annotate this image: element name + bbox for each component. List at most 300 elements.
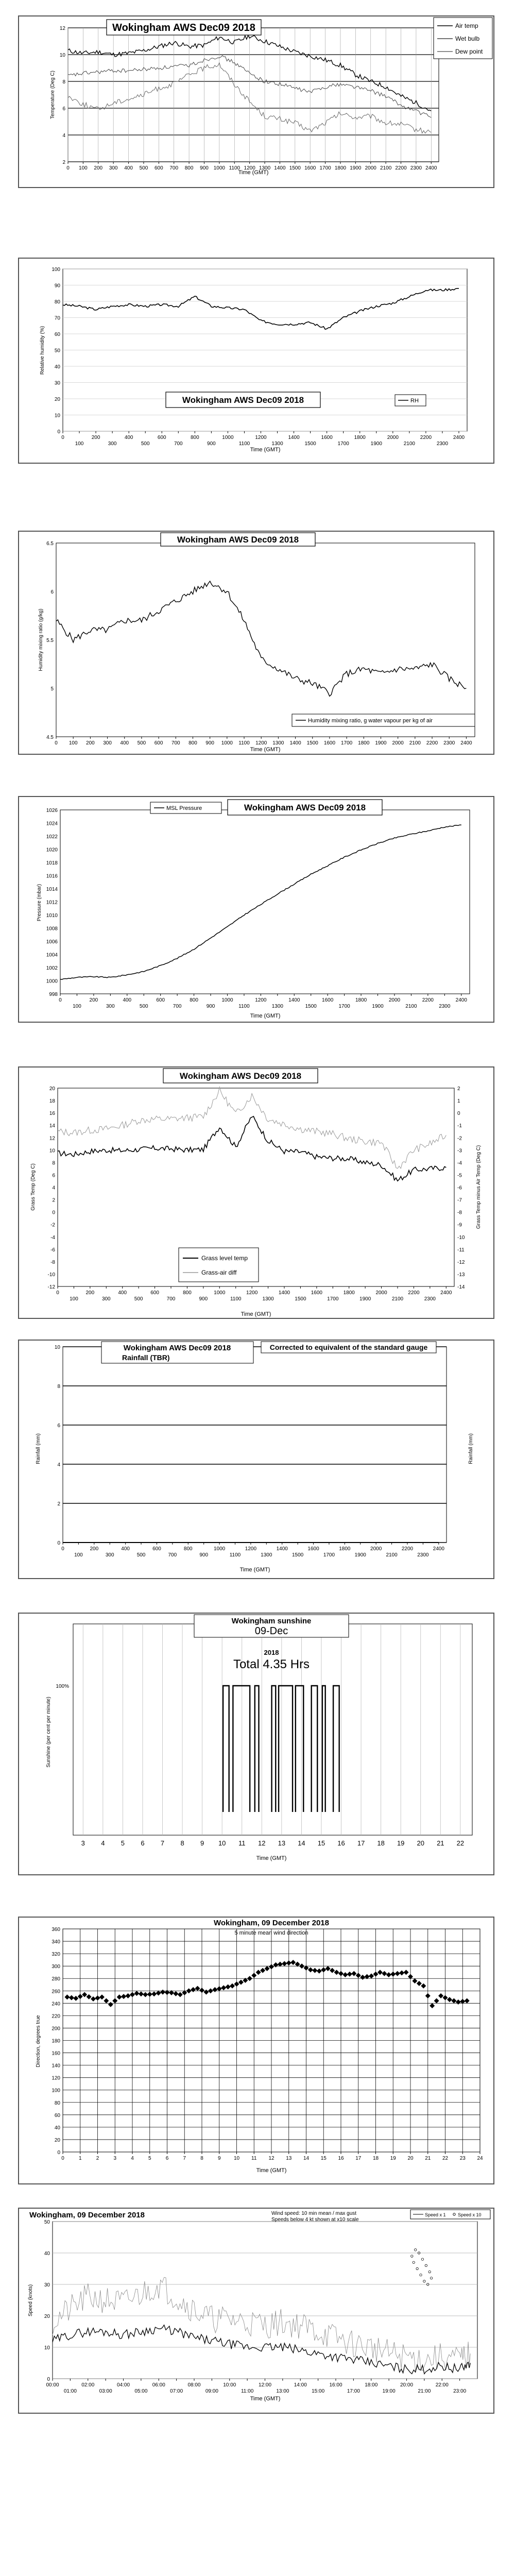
chart-title: Wokingham AWS Dec09 2018 [112, 22, 255, 33]
x-tick-label: 900 [207, 441, 216, 447]
x-tick-label: 200 [90, 1546, 99, 1552]
y-tick-label: 240 [52, 2001, 60, 2007]
speed-x10-point [423, 2280, 425, 2282]
direction-point [199, 1988, 204, 1993]
x-tick-label: 1500 [305, 1004, 317, 1009]
direction-point [212, 1987, 217, 1992]
x-tick-label: 1000 [213, 1546, 226, 1552]
wdir-panel [18, 1917, 494, 2184]
x-tick-label: 1900 [372, 1004, 384, 1009]
y-tick-label: 6 [62, 106, 65, 112]
wspd-panel [18, 2208, 494, 2414]
x-tick-label: 1300 [271, 441, 283, 447]
direction-point [386, 1972, 391, 1977]
direction-point [69, 1995, 74, 2001]
x-axis-label: Time (GMT) [250, 747, 281, 753]
x-tick-label: 100 [75, 441, 84, 447]
x-tick-label: 2200 [401, 1546, 414, 1552]
x-tick-label: 500 [139, 1004, 148, 1009]
x-tick-label: 12:00 [258, 2382, 272, 2388]
series-line-mean [53, 2325, 470, 2374]
x-tick-label: 2400 [440, 1290, 452, 1296]
mix-chart [19, 532, 493, 754]
legend-label: RH [410, 398, 419, 404]
x-tick-label: 1200 [245, 1546, 257, 1552]
direction-point [373, 1972, 379, 1977]
y-axis-label: Humidity mixing ratio (g/kg) [38, 608, 44, 671]
x-tick-label: 200 [86, 740, 95, 746]
x-tick-label: 2200 [426, 740, 438, 746]
direction-point [417, 1981, 422, 1986]
direction-point [251, 1973, 256, 1978]
x-tick-label: 2200 [395, 165, 407, 171]
speed-x10-point [421, 2258, 423, 2260]
x-tick-label: 1400 [276, 1546, 288, 1552]
x-tick-label: 300 [106, 1004, 115, 1009]
x-tick-label: 07:00 [170, 2388, 183, 2394]
y-tick-label: 340 [52, 1939, 60, 1945]
y-tick-label: 6 [52, 1173, 55, 1179]
y-tick-label: 30 [54, 380, 60, 386]
x-tick-label: 700 [171, 740, 180, 746]
x-tick-label: 18:00 [365, 2382, 378, 2388]
direction-point [238, 1979, 244, 1985]
y-tick-label: 40 [54, 364, 60, 370]
x-tick-label: 5 [121, 1839, 125, 1847]
x-tick-label: 08:00 [187, 2382, 201, 2388]
x-tick-label: 2100 [409, 740, 421, 746]
x-tick-label: 3 [81, 1839, 85, 1847]
y-tick-label: 4.5 [46, 735, 54, 740]
y-tick-label: 280 [52, 1976, 60, 1982]
y-tick-label: 60 [54, 2112, 60, 2119]
y-axis-label: Sunshine (per cent per minute) [46, 1697, 52, 1768]
direction-point [191, 1987, 196, 1992]
y-tick-label: -6 [50, 1247, 55, 1253]
x-tick-label: 2400 [453, 435, 465, 440]
x-tick-label: 1700 [323, 1552, 335, 1558]
y-tick-label: -4 [50, 1234, 55, 1241]
series-line-grass-temp [58, 1116, 446, 1181]
legend-box [179, 1248, 259, 1282]
series-line-rh [63, 289, 459, 329]
speed-x10-point [430, 2277, 432, 2279]
x-tick-label: 800 [188, 740, 197, 746]
direction-point [178, 1992, 183, 1997]
x-tick-label: 1900 [370, 441, 382, 447]
wind-direction-chart [19, 1918, 493, 2183]
y-tick-label: 5.5 [46, 638, 54, 643]
x-tick-label: 7 [183, 2156, 186, 2161]
direction-point [173, 1991, 178, 1996]
y-tick-label: 20 [49, 1086, 55, 1092]
y-tick-label: 1008 [46, 926, 58, 932]
y-tick-label: 0 [47, 2377, 50, 2382]
y-tick-label: 160 [52, 2050, 60, 2057]
x-tick-label: 900 [206, 1004, 215, 1009]
x-tick-label: 09:00 [205, 2388, 218, 2394]
x-tick-label: 100 [68, 740, 78, 746]
direction-point [208, 1988, 213, 1993]
rain-panel [18, 1340, 494, 1579]
direction-point [130, 1992, 135, 1997]
y-tick-label: 1022 [46, 834, 58, 840]
x-tick-label: 400 [121, 1546, 130, 1552]
y-tick-label: 1020 [46, 847, 58, 853]
x-tick-label: 1400 [289, 740, 301, 746]
direction-point [390, 1972, 396, 1977]
x-tick-label: 2400 [433, 1546, 444, 1552]
legend-label: Grass level temp [201, 1255, 248, 1262]
x-tick-label: 1200 [255, 740, 267, 746]
y-tick-label: 40 [54, 2125, 60, 2131]
x-tick-label: 1700 [337, 441, 349, 447]
y-tick-label: 4 [52, 1185, 55, 1191]
x-axis-label: Time (GMT) [250, 2396, 281, 2402]
y-tick-label: 120 [52, 2075, 60, 2081]
x-tick-label: 1700 [340, 740, 353, 746]
sunshine-bar [333, 1686, 339, 1812]
direction-point [95, 1995, 100, 2001]
y-axis-label: Grass Temp (Deg C) [30, 1163, 36, 1211]
y-tick-label: 2 [57, 1501, 60, 1507]
x-tick-label: 8 [200, 2156, 203, 2161]
y-tick-label: 140 [52, 2063, 60, 2069]
x-tick-label: 300 [109, 165, 118, 171]
y-tick-label: 8 [52, 1160, 55, 1166]
x-tick-label: 300 [101, 1296, 111, 1302]
x-tick-label: 2300 [443, 740, 455, 746]
y-tick-label: 10 [49, 1148, 55, 1154]
direction-point [226, 1984, 231, 1989]
plot-area [63, 1347, 447, 1543]
x-tick-label: 11 [238, 1839, 246, 1847]
legend-label: MSL Pressure [166, 805, 202, 811]
direction-point [64, 1994, 70, 1999]
x-tick-label: 1200 [244, 165, 255, 171]
x-tick-label: 10:00 [223, 2382, 236, 2388]
y-axis-label: Speed (knots) [28, 2284, 33, 2317]
y-tick-label: 16 [49, 1111, 55, 1117]
y-tick-label: 14 [49, 1123, 55, 1129]
direction-point [351, 1971, 356, 1976]
x-tick-label: 0 [55, 740, 58, 746]
y-tick-label: 1018 [46, 860, 58, 866]
y2-tick-label: 2 [457, 1086, 460, 1092]
x-tick-label: 19 [390, 2156, 396, 2161]
x-tick-label: 1100 [238, 740, 250, 746]
direction-point [73, 1996, 78, 2001]
x-tick-label: 2000 [375, 1290, 387, 1296]
direction-point [321, 1967, 326, 1972]
direction-point [134, 1991, 139, 1996]
x-tick-label: 600 [156, 997, 165, 1003]
x-tick-label: 0 [61, 435, 64, 440]
x-tick-label: 23 [459, 2156, 466, 2161]
x-tick-label: 9 [200, 1839, 204, 1847]
speed-x10-point [420, 2274, 422, 2276]
x-tick-label: 400 [124, 165, 133, 171]
direction-point [147, 1992, 152, 1997]
legend-label: Wet bulb [455, 35, 480, 42]
y-tick-label: 360 [52, 1927, 60, 1933]
direction-point [78, 1994, 83, 1999]
direction-point [143, 1992, 148, 1997]
y-tick-label: 0 [52, 1210, 55, 1216]
direction-point [260, 1968, 265, 1973]
speed-x10-point [428, 2270, 431, 2273]
y-tick-label: 20 [54, 2137, 60, 2143]
direction-point [99, 1994, 105, 1999]
x-tick-label: 15 [317, 1839, 325, 1847]
direction-point [377, 1970, 383, 1975]
x-tick-label: 2100 [380, 165, 392, 171]
x-tick-label: 14 [303, 2156, 310, 2161]
x-tick-label: 1500 [295, 1296, 306, 1302]
y-tick-label: 8 [62, 79, 65, 85]
sunshine-bar [279, 1686, 293, 1812]
y-tick-label: 180 [52, 2038, 60, 2044]
y-tick-label: 2 [62, 160, 65, 165]
x-tick-label: 5 [148, 2156, 151, 2161]
y2-tick-label: -13 [457, 1272, 465, 1278]
x-tick-label: 2000 [392, 740, 404, 746]
y-tick-label: 100 [52, 2088, 60, 2094]
x-tick-label: 2300 [439, 1004, 451, 1009]
chart-title: Wokingham AWS Dec09 2018 [179, 1071, 302, 1081]
y-tick-label: 50 [44, 2219, 50, 2225]
x-axis-label: Time (GMT) [241, 1311, 271, 1317]
x-axis-label: Time (GMT) [238, 170, 269, 176]
legend-label: Speed x 10 [458, 2212, 482, 2217]
y2-axis-label: Grass Temp minus Air Temp (Deg C) [476, 1145, 482, 1229]
x-tick-label: 4 [101, 1839, 105, 1847]
series-line-grass-air-diff [58, 1087, 446, 1168]
x-tick-label: 23:00 [453, 2388, 467, 2394]
series-line-pressure [60, 825, 461, 979]
direction-point [269, 1964, 274, 1969]
temp-chart [19, 16, 493, 187]
x-tick-label: 1400 [278, 1290, 290, 1296]
x-tick-label: 1600 [304, 165, 316, 171]
x-tick-label: 100 [73, 1004, 81, 1009]
plot-area [53, 2222, 477, 2379]
y-tick-label: -12 [47, 1284, 55, 1290]
direction-point [330, 1968, 335, 1973]
y-tick-label: 4 [62, 133, 65, 139]
y-tick-label: 1016 [46, 873, 58, 879]
x-tick-label: 1100 [238, 441, 250, 447]
x-tick-label: 400 [118, 1290, 127, 1296]
x-tick-label: 900 [200, 165, 209, 171]
y2-tick-label: -14 [457, 1284, 465, 1290]
x-tick-label: 600 [152, 1546, 161, 1552]
x-tick-label: 1300 [259, 165, 271, 171]
y-tick-label: 1010 [46, 913, 58, 919]
x-tick-label: 1900 [359, 1296, 371, 1302]
x-tick-label: 1100 [229, 165, 241, 171]
sun-panel [18, 1613, 494, 1875]
x-tick-label: 0 [61, 2156, 64, 2161]
x-tick-label: 1700 [319, 165, 331, 171]
sunshine-bar [312, 1686, 318, 1812]
y-tick-label: 20 [54, 397, 60, 402]
y2-tick-label: -8 [457, 1210, 462, 1216]
direction-point [317, 1969, 322, 1974]
y-tick-label: 70 [54, 315, 60, 321]
x-tick-label: 1100 [230, 1296, 242, 1302]
y-tick-label: 10 [44, 2345, 50, 2351]
y-tick-label: 40 [44, 2251, 50, 2257]
x-tick-label: 1500 [306, 740, 318, 746]
chart-subtitle: Rainfall (TBR) [122, 1353, 170, 1362]
x-tick-label: 1300 [262, 1296, 274, 1302]
y-tick-label: 10 [54, 1345, 60, 1350]
x-tick-label: 6 [165, 2156, 169, 2161]
x-tick-label: 2100 [405, 1004, 417, 1009]
direction-point [82, 1992, 87, 1997]
y-tick-label: -10 [47, 1272, 55, 1278]
direction-point [465, 1998, 470, 2004]
x-tick-label: 1800 [334, 165, 347, 171]
x-tick-label: 2000 [365, 165, 376, 171]
wind-speed-chart [19, 2209, 493, 2413]
x-tick-label: 1300 [261, 1552, 272, 1558]
chart-title: Wokingham, 09 December 2018 [214, 1919, 329, 1927]
y-tick-label: 0 [57, 1540, 60, 1546]
direction-point [160, 1990, 165, 1995]
x-tick-label: 300 [105, 1552, 114, 1558]
y-tick-label: 220 [52, 2013, 60, 2020]
x-tick-label: 1700 [327, 1296, 339, 1302]
y-tick-label: 998 [49, 992, 58, 997]
chart-subtitle-2: Speeds below 4 kt shown at x10 scale [271, 2217, 359, 2223]
x-tick-label: 14 [298, 1839, 305, 1847]
direction-point [451, 1998, 456, 2004]
x-tick-label: 2100 [391, 1296, 404, 1302]
x-tick-label: 800 [190, 435, 199, 440]
x-tick-label: 2200 [420, 435, 432, 440]
x-tick-label: 2400 [425, 165, 437, 171]
direction-point [443, 1995, 448, 2001]
y-tick-label: 1006 [46, 939, 58, 945]
x-tick-label: 1000 [221, 740, 233, 746]
chart-title: Wokingham AWS Dec09 2018 [244, 802, 366, 812]
grass-panel [18, 1066, 494, 1319]
y2-axis-label: Rainfall (mm) [468, 1433, 474, 1464]
x-tick-label: 1400 [274, 165, 286, 171]
series-line-gust [53, 2277, 470, 2371]
y-tick-label: 30 [44, 2282, 50, 2288]
direction-point [121, 1994, 126, 1999]
x-tick-label: 19:00 [382, 2388, 396, 2394]
x-tick-label: 6 [141, 1839, 145, 1847]
x-tick-label: 17:00 [347, 2388, 360, 2394]
x-tick-label: 1600 [307, 1546, 319, 1552]
y-tick-label: -8 [50, 1259, 55, 1265]
x-tick-label: 17 [355, 2156, 362, 2161]
y-tick-label: 6 [57, 1423, 60, 1429]
direction-point [325, 1966, 331, 1971]
y-tick-label: 300 [52, 1964, 60, 1970]
x-tick-label: 0 [59, 997, 62, 1003]
x-tick-label: 1500 [291, 1552, 304, 1558]
x-tick-label: 20 [407, 2156, 414, 2161]
x-tick-label: 03:00 [99, 2388, 112, 2394]
direction-point [234, 1981, 239, 1987]
y-tick-label: 260 [52, 1989, 60, 1995]
grass-chart [19, 1067, 493, 1318]
x-tick-label: 900 [199, 1296, 208, 1302]
direction-point [195, 1986, 200, 1991]
sunshine-bar [255, 1686, 259, 1812]
x-axis-label: Time (GMT) [256, 1855, 287, 1861]
direction-point [247, 1976, 252, 1981]
legend-label: Air temp [455, 22, 478, 29]
direction-point [282, 1961, 287, 1966]
x-tick-label: 20:00 [400, 2382, 414, 2388]
x-tick-label: 2000 [388, 997, 401, 1003]
chart-total: Total 4.35 Hrs [233, 1657, 310, 1671]
speed-x10-point [413, 2261, 415, 2263]
x-tick-label: 900 [205, 740, 214, 746]
x-tick-label: 2300 [417, 1552, 429, 1558]
x-tick-label: 700 [168, 1552, 177, 1558]
x-tick-label: 18 [377, 1839, 385, 1847]
y-tick-label: 1002 [46, 965, 58, 971]
x-tick-label: 0 [66, 165, 70, 171]
chart-subtitle: 5 minute mean wind direction [234, 1930, 308, 1936]
direction-point [108, 2002, 113, 2007]
direction-point [186, 1988, 192, 1993]
chart-title: Wokingham, 09 December 2018 [29, 2211, 145, 2219]
x-tick-label: 1400 [288, 997, 300, 1003]
direction-point [265, 1966, 270, 1971]
direction-point [425, 1993, 431, 1998]
legend-label: Speed x 1 [425, 2212, 446, 2217]
y2-tick-label: -6 [457, 1185, 462, 1191]
sunshine-bar [223, 1686, 229, 1812]
pressure-chart [19, 797, 493, 1022]
x-tick-label: 16 [337, 1839, 345, 1847]
x-tick-label: 13 [278, 1839, 286, 1847]
x-tick-label: 1200 [246, 1290, 258, 1296]
direction-point [117, 1994, 122, 1999]
rain-chart [19, 1341, 493, 1578]
x-tick-label: 01:00 [63, 2388, 77, 2394]
x-tick-label: 1100 [229, 1552, 241, 1558]
x-tick-label: 500 [137, 740, 146, 746]
direction-point [290, 1960, 296, 1965]
direction-point [221, 1985, 226, 1990]
x-tick-label: 500 [134, 1296, 143, 1302]
y2-tick-label: -3 [457, 1148, 462, 1154]
direction-point [273, 1962, 278, 1968]
chart-title: Wokingham AWS Dec09 2018 [177, 534, 299, 545]
y-tick-label: 0 [57, 2150, 60, 2156]
direction-point [334, 1970, 339, 1975]
direction-point [342, 1972, 348, 1977]
x-tick-label: 1800 [343, 1290, 355, 1296]
x-tick-label: 2 [96, 2156, 99, 2161]
x-tick-label: 700 [174, 441, 183, 447]
y2-tick-label: -5 [457, 1173, 462, 1179]
x-tick-label: 800 [190, 997, 198, 1003]
y-axis-label: Temperature (Deg C) [50, 71, 56, 119]
y-tick-label: 18 [49, 1098, 55, 1105]
y-tick-label: 100 [52, 267, 60, 273]
direction-point [104, 1998, 109, 2004]
